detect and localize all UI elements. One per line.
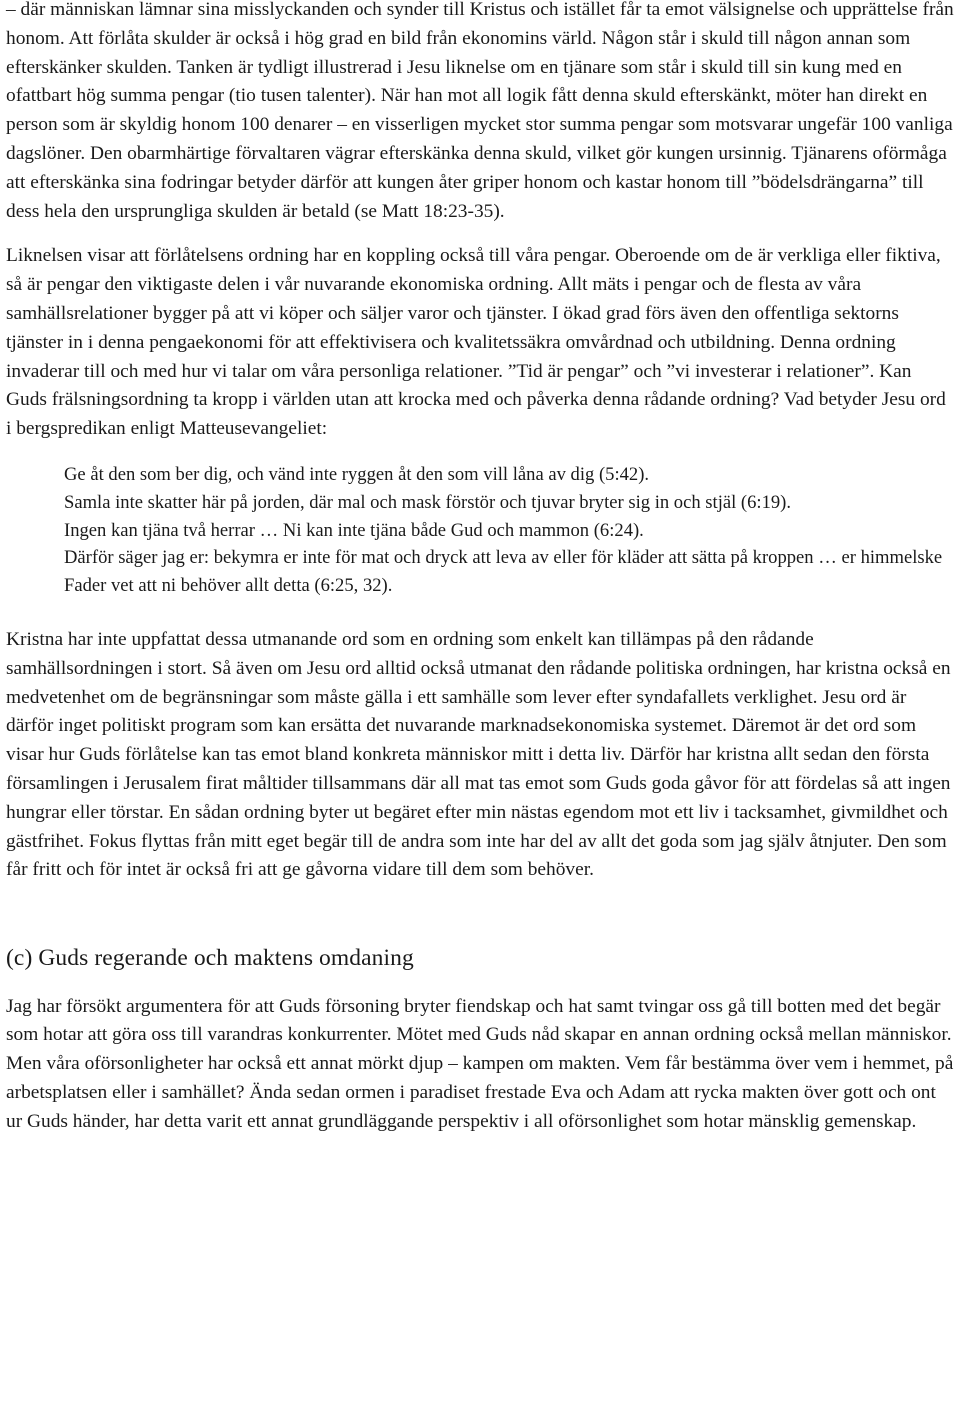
quote-6-25: Därför säger jag er: bekymra er inte för mat och dryck att leva av eller för kläder att sätta på kroppen … er himmelske Fader vet att ni behöver allt detta (6:25, 32).	[64, 547, 943, 597]
section-body-paragraph: Jag har försökt argumentera för att Guds försoning bryter fiendskap och hat samt tvingar oss gå till botten med det begär som hotar att göra oss till varandras konkurrenter. Mötet med Guds nåd skapar en annan ordning också mellan människor. Men våra oförsonligheter har också ett annat mörkt djup – kampen om makten. Vem får bestämma över vem i hemmet, på arbetsplatsen eller i samhället? Ända sedan ormen i paradiset frestade Eva och Adam att rycka makten över gott och ont ur Guds händer, har detta varit ett annat grundläggande perspektiv i all oförsonlighet som hotar mänsklig gemenskap.	[6, 995, 954, 1132]
quote-5-42: Ge åt den som ber dig, och vänd inte ryggen åt den som vill låna av dig (5:42).	[64, 463, 650, 485]
quote-6-24: Ingen kan tjäna två herrar … Ni kan inte tjäna både Gud och mammon (6:24).	[64, 519, 644, 541]
paragraph-forgiveness-debt: – där människan lämnar sina misslyckanden och synder till Kristus och istället får ta emot välsignelse och upprättelse från honom. Att förlåta skulder är också i hög grad en bild från ekonomins värld. Någon står i skuld till någon annan som efterskänker skulden. Tanken är tydligt illustrerad i Jesu liknelse om en tjänare som står i skuld till sin kung med en ofattbart hög summa pengar (tio tusen talenter). När han mot all logik fått denna skuld efterskänkt, möter han direkt en person som är skyldig honom 100 denarer – en visserligen mycket stor summa pengar som motsvarar ungefär 100 vanliga dagslöner. Den obarmhärtige förvaltaren vägrar efterskänka denna skuld, vilket gör kungen ursinnig. Tjänarens oförmåga att efterskänka sina fodringar betyder därför att kungen åter griper honom och kastar honom till ”bödelsdrängarna” till dess hela den ursprungliga skulden är betald (se Matt 18:23-35).	[6, 0, 954, 222]
document-page	[6, 0, 954, 1137]
scripture-quotes	[6, 461, 954, 600]
paragraph-money-order: Liknelsen visar att förlåtelsens ordning har en koppling också till våra pengar. Oberoende om de är verkliga eller fiktiva, så är pengar den viktigaste delen i vår nuvarande ekonomiska ordning. Allt mäts i pengar och de flesta av våra samhällsrelationer bygger på att vi köper och säljer varor och tjänster. I ökad grad förs även den offentliga sektorns tjänster in i denna pengaekonomi för att effektivisera och kvalitetssäkra omvårdnad och utbildning. Denna ordning invaderar till och med hur vi talar om våra personliga relationer. ”Tid är pengar” och ”vi investerar i relationer”. Kan Guds frälsningsordning ta kropp i världen utan att krocka med och påverka denna rådande ordning? Vad betyder Jesu ord i bergspredikan enligt Matteusevangeliet:	[6, 245, 946, 440]
section-heading: (c) Guds regerande och maktens omdaning	[6, 945, 414, 972]
paragraph-christian-order: Kristna har inte uppfattat dessa utmanande ord som en ordning som enkelt kan tillämpas på den rådande samhällsordningen i stort. Så även om Jesu ord alltid också utmanat den rådande politiska ordningen, har kristna också en medvetenhet om de begränsningar som måste gälla i ett samhälle som lever efter syndafallets verklighet. Jesu ord är därför inget politiskt program som kan ersätta det nuvarande marknadsekonomiska systemet. Däremot är det ord som visar hur Guds förlåtelse kan tas emot bland konkreta människor mitt i detta liv. Därför har kristna allt sedan den första församlingen i Jerusalem firat måltider tillsammans där all mat tas emot som Guds goda gåvor för att fördelas så att ingen hungrar eller törstar. En sådan ordning byter ut begäret efter min nästas egendom mot ett liv i tacksamhet, givmildhet och gästfrihet. Fokus flyttas från mitt eget begär till de andra som inte har del av allt det goda som jag själv åtnjuter. Den som får fritt och för intet är också fri att ge gåvorna vidare till dem som behöver.	[6, 628, 951, 881]
quote-6-19: Samla inte skatter här på jorden, där mal och mask förstör och tjuvar bryter sig in och stjäl (6:19).	[64, 491, 792, 513]
